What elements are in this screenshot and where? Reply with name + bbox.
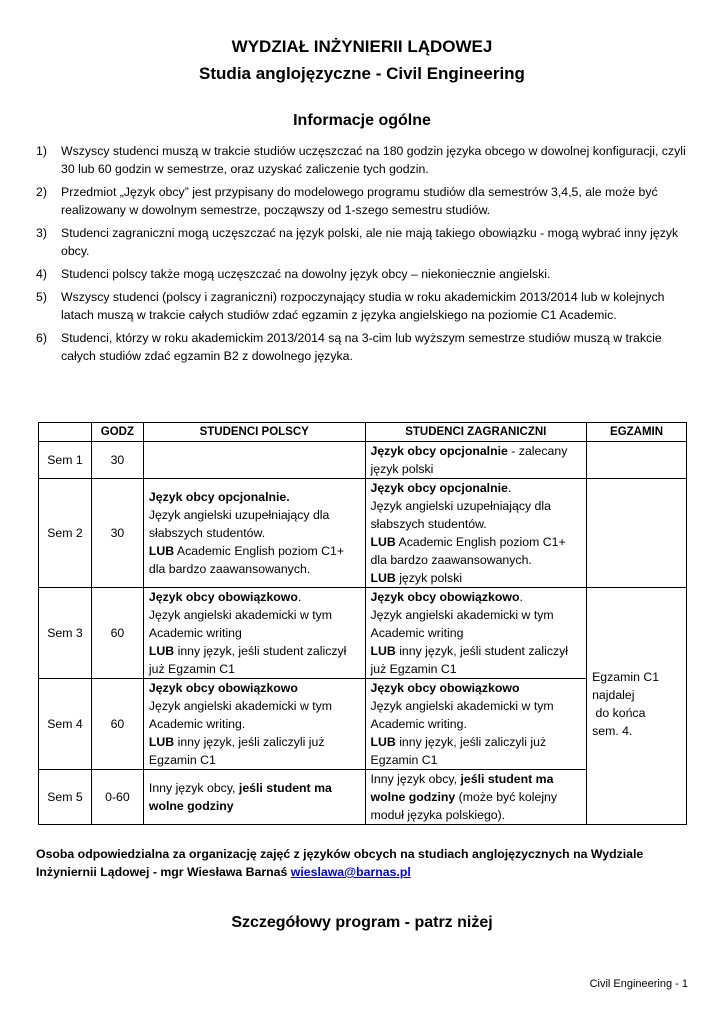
semester-table <box>38 422 687 825</box>
semester-cell: Sem 5 <box>39 770 92 825</box>
item-number: 1) <box>36 144 47 158</box>
program-title: Studia anglojęzyczne - Civil Engineering <box>199 64 525 83</box>
semester-cell: Sem 2 <box>39 479 92 588</box>
list-item <box>36 142 686 178</box>
section-heading: Informacje ogólne <box>293 112 431 129</box>
foreign-cell: Język obcy opcjonalnie. Język angielski uzupełniający dla słabszych studentów. LUB Academic English poziom C1+ dla bardzo zaawansowanych. LUB język polski <box>365 479 587 588</box>
contact-note: Osoba odpowiedzialna za organizację zajęć z języków obcych na studiach anglojęzycznych na Wydziale Inżyniernii Lądowej - mgr Wiesława Barnaś wieslawa@barnas.pl <box>36 847 644 879</box>
table-row <box>39 442 687 479</box>
polish-cell: Język obcy opcjonalnie. Język angielski uzupełniający dla słabszych studentów. LUB Academic English poziom C1+ dla bardzo zaawansowanych. <box>143 479 365 588</box>
list-item <box>36 265 686 283</box>
exam-cell <box>587 442 687 479</box>
exam-cell <box>587 479 687 588</box>
polish-cell <box>143 442 365 479</box>
item-text: Wszyscy studenci (polscy i zagraniczni) rozpoczynający studia w roku akademickim 2013/2014 lub w kolejnych latach muszą w trakcie całych studiów zdać egzamin z języka angielskiego na poziomie C1 Academic. <box>61 290 665 322</box>
item-number: 4) <box>36 267 47 281</box>
item-number: 3) <box>36 226 47 240</box>
detail-program-heading: Szczegółowy program - patrz niżej <box>231 914 493 931</box>
exam-cell: Egzamin C1 najdalej do końca sem. 4. <box>587 588 687 825</box>
item-number: 6) <box>36 331 47 345</box>
page-footer: Civil Engineering - 1 <box>589 978 688 990</box>
header-hours: GODZ <box>91 423 143 442</box>
header-exam: EGZAMIN <box>587 423 687 442</box>
polish-cell: Inny język obcy, jeśli student ma wolne godziny <box>143 770 365 825</box>
foreign-cell: Język obcy obowiązkowo. Język angielski akademicki w tym Academic writing LUB inny język, jeśli student zaliczył już Egzamin C1 <box>365 588 587 679</box>
hours-cell: 30 <box>91 479 143 588</box>
item-text: Studenci, którzy w roku akademickim 2013/2014 są na 3-cim lub wyższym semestrze studiów muszą w trakcie całych studiów zdać egzamin B2 z dowolnego języka. <box>61 331 662 363</box>
email-link[interactable]: wieslawa@barnas.pl <box>290 865 411 879</box>
header-polish-students: STUDENCI POLSCY <box>143 423 365 442</box>
faculty-title: WYDZIAŁ INŻYNIERII LĄDOWEJ <box>231 37 493 56</box>
item-number: 2) <box>36 185 47 199</box>
item-number: 5) <box>36 290 47 304</box>
foreign-cell: Język obcy opcjonalnie - zalecany język polski <box>365 442 587 479</box>
item-text: Studenci zagraniczni mogą uczęszczać na język polski, ale nie mają takiego obowiązku - mogą wybrać inny język obcy. <box>61 226 679 258</box>
list-item <box>36 329 686 365</box>
item-text: Przedmiot „Język obcy” jest przypisany do modelowego programu studiów dla semestrów 3,4,5, ale może być realizowany w dowolnym semestrze, począwszy od 1-szego semestru studiów. <box>61 185 658 217</box>
hours-cell: 60 <box>91 588 143 679</box>
semester-cell: Sem 4 <box>39 679 92 770</box>
hours-cell: 60 <box>91 679 143 770</box>
header-semester <box>39 423 92 442</box>
table-row <box>39 479 687 588</box>
header-foreign-students: STUDENCI ZAGRANICZNI <box>365 423 587 442</box>
list-item <box>36 288 686 324</box>
foreign-cell: Inny język obcy, jeśli student ma wolne godziny (może być kolejny moduł języka polskiego). <box>365 770 587 825</box>
hours-cell: 30 <box>91 442 143 479</box>
list-item <box>36 183 686 219</box>
info-list <box>36 142 686 370</box>
hours-cell: 0-60 <box>91 770 143 825</box>
semester-cell: Sem 1 <box>39 442 92 479</box>
foreign-cell: Język obcy obowiązkowo Język angielski akademicki w tym Academic writing. LUB inny język, jeśli zaliczyli już Egzamin C1 <box>365 679 587 770</box>
polish-cell: Język obcy obowiązkowo Język angielski akademicki w tym Academic writing. LUB inny język, jeśli zaliczyli już Egzamin C1 <box>143 679 365 770</box>
semester-cell: Sem 3 <box>39 588 92 679</box>
table-row <box>39 588 687 679</box>
item-text: Studenci polscy także mogą uczęszczać na dowolny język obcy – niekoniecznie angielski. <box>61 267 551 281</box>
item-text: Wszyscy studenci muszą w trakcie studiów uczęszczać na 180 godzin języka obcego w dowolnej konfiguracji, czyli 30 lub 60 godzin w semestrze, oraz uzyskać zaliczenie tych godzin. <box>61 144 686 176</box>
polish-cell: Język obcy obowiązkowo. Język angielski akademicki w tym Academic writing LUB inny język, jeśli student zaliczył już Egzamin C1 <box>143 588 365 679</box>
list-item <box>36 224 686 260</box>
table-header-row <box>39 423 687 442</box>
